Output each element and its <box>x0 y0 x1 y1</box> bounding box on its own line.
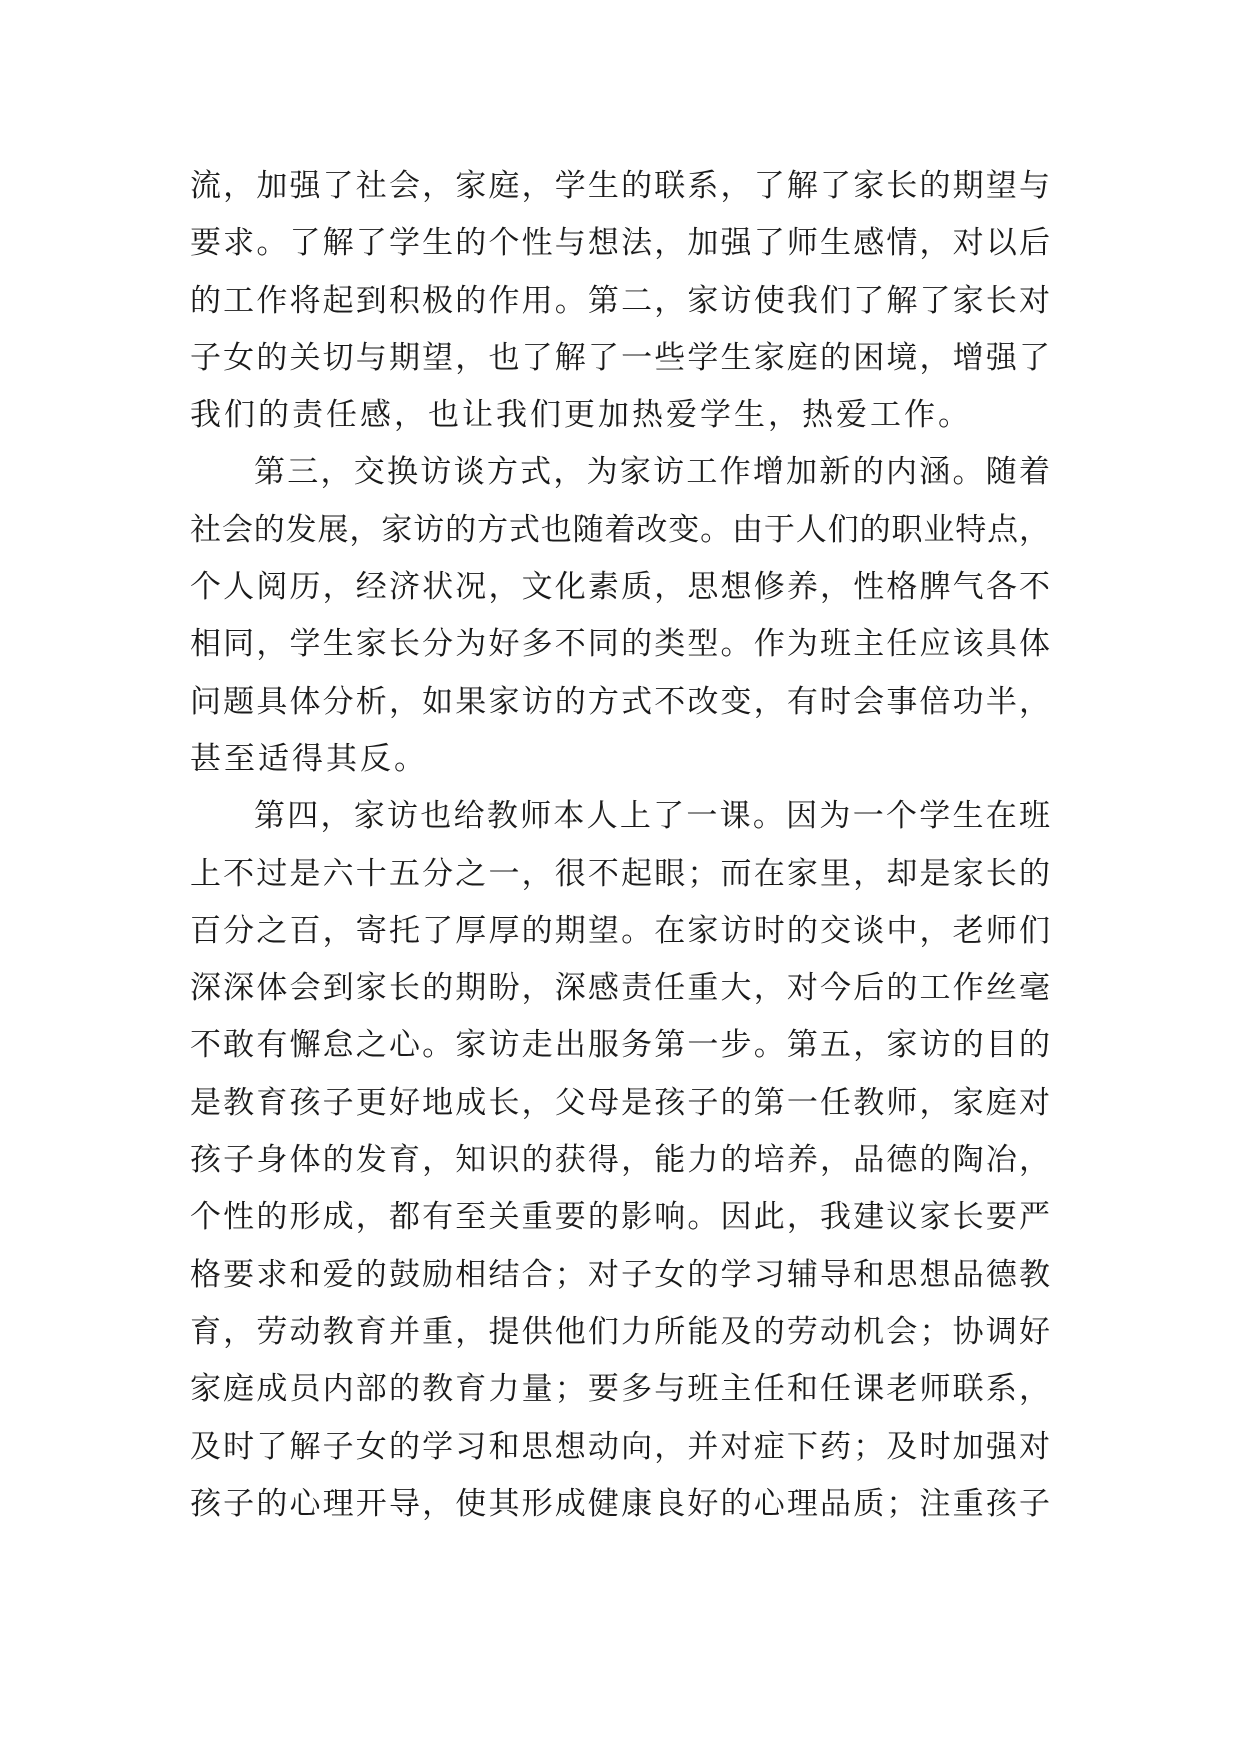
text-line: 上不过是六十五分之一，很不起眼；而在家里，却是家长的 <box>190 855 1050 892</box>
body-text <box>190 158 1050 1533</box>
text-line: 是教育孩子更好地成长，父母是孩子的第一任教师，家庭对 <box>190 1084 1050 1121</box>
text-line: 个性的形成，都有至关重要的影响。因此，我建议家长要严 <box>190 1199 1050 1236</box>
text-line: 家庭成员内部的教育力量；要多与班主任和任课老师联系， <box>190 1371 1050 1408</box>
text-line: 不敢有懈怠之心。家访走出服务第一步。第五，家访的目的 <box>190 1027 1050 1064</box>
text-line: 流，加强了社会，家庭，学生的联系，了解了家长的期望与 <box>190 168 1050 204</box>
text-line: 的工作将起到积极的作用。第二，家访使我们了解了家长对 <box>190 282 1050 319</box>
text-line: 育，劳动教育并重，提供他们力所能及的劳动机会；协调好 <box>190 1313 1050 1350</box>
text-line: 百分之百，寄托了厚厚的期望。在家访时的交谈中，老师们 <box>190 912 1050 949</box>
text-line: 相同，学生家长分为好多不同的类型。作为班主任应该具体 <box>190 626 1050 663</box>
paragraph-start-line: 第四，家访也给教师本人上了一课。因为一个学生在班 <box>254 798 1050 835</box>
text-line: 个人阅历，经济状况，文化素质，思想修养，性格脾气各不 <box>190 569 1050 606</box>
text-line: 甚至适得其反。 <box>190 740 428 777</box>
text-line: 要求。了解了学生的个性与想法，加强了师生感情，对以后 <box>190 225 1050 262</box>
text-line: 深深体会到家长的期盼，深感责任重大，对今后的工作丝毫 <box>190 970 1050 1007</box>
text-line: 子女的关切与期望，也了解了一些学生家庭的困境，增强了 <box>190 339 1050 376</box>
paragraph-start-line: 第三，交换访谈方式，为家访工作增加新的内涵。随着 <box>254 454 1050 491</box>
text-line: 孩子的心理开导，使其形成健康良好的心理品质；注重孩子 <box>190 1485 1050 1522</box>
text-line: 孩子身体的发育，知识的获得，能力的培养，品德的陶冶， <box>190 1142 1050 1179</box>
text-line: 及时了解子女的学习和思想动向，并对症下药；及时加强对 <box>190 1428 1050 1465</box>
text-line: 问题具体分析，如果家访的方式不改变，有时会事倍功半， <box>190 683 1050 720</box>
text-line: 格要求和爱的鼓励相结合；对子女的学习辅导和思想品德教 <box>190 1256 1050 1293</box>
text-line: 我们的责任感，也让我们更加热爱学生，热爱工作。 <box>190 397 972 434</box>
text-line: 社会的发展，家访的方式也随着改变。由于人们的职业特点， <box>190 511 1050 548</box>
